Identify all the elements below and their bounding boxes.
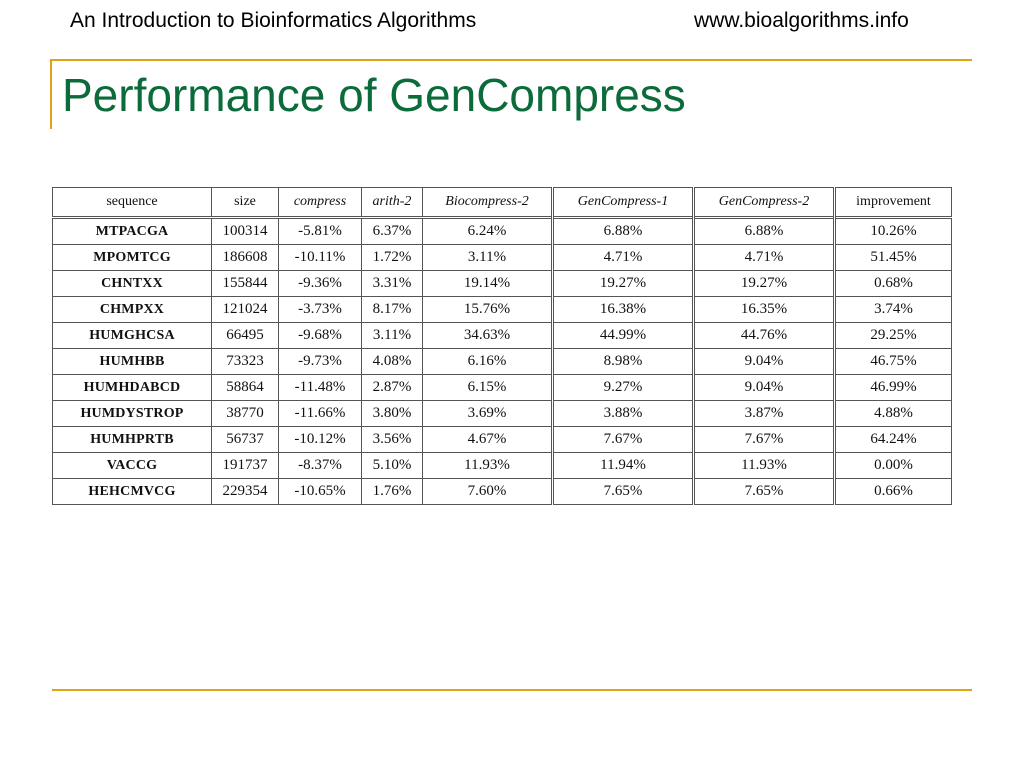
cell-sequence: HUMHBB bbox=[53, 349, 212, 375]
top-rule bbox=[52, 59, 972, 61]
cell-arith2: 4.08% bbox=[362, 349, 423, 375]
cell-size: 229354 bbox=[212, 479, 279, 505]
cell-improvement: 29.25% bbox=[835, 323, 952, 349]
cell-size: 186608 bbox=[212, 245, 279, 271]
table-row bbox=[53, 349, 952, 375]
col-header-biocompress2: Biocompress-2 bbox=[423, 188, 553, 218]
cell-size: 121024 bbox=[212, 297, 279, 323]
cell-gencompress1: 19.27% bbox=[553, 271, 694, 297]
cell-gencompress1: 44.99% bbox=[553, 323, 694, 349]
cell-arith2: 8.17% bbox=[362, 297, 423, 323]
col-header-size: size bbox=[212, 188, 279, 218]
cell-gencompress1: 8.98% bbox=[553, 349, 694, 375]
cell-gencompress2: 16.35% bbox=[694, 297, 835, 323]
cell-sequence: HUMDYSTROP bbox=[53, 401, 212, 427]
table-row bbox=[53, 401, 952, 427]
cell-gencompress2: 4.71% bbox=[694, 245, 835, 271]
cell-biocompress2: 6.16% bbox=[423, 349, 553, 375]
performance-table bbox=[52, 187, 952, 505]
cell-size: 66495 bbox=[212, 323, 279, 349]
cell-size: 38770 bbox=[212, 401, 279, 427]
col-header-gencompress2: GenCompress-2 bbox=[694, 188, 835, 218]
cell-gencompress2: 9.04% bbox=[694, 375, 835, 401]
cell-improvement: 0.68% bbox=[835, 271, 952, 297]
cell-size: 191737 bbox=[212, 453, 279, 479]
cell-improvement: 64.24% bbox=[835, 427, 952, 453]
cell-arith2: 3.31% bbox=[362, 271, 423, 297]
cell-improvement: 46.99% bbox=[835, 375, 952, 401]
cell-sequence: HUMHDABCD bbox=[53, 375, 212, 401]
table-row bbox=[53, 453, 952, 479]
cell-arith2: 1.72% bbox=[362, 245, 423, 271]
table-row bbox=[53, 479, 952, 505]
cell-size: 100314 bbox=[212, 218, 279, 245]
cell-sequence: HUMGHCSA bbox=[53, 323, 212, 349]
col-header-arith2: arith-2 bbox=[362, 188, 423, 218]
cell-biocompress2: 4.67% bbox=[423, 427, 553, 453]
cell-biocompress2: 3.11% bbox=[423, 245, 553, 271]
cell-compress: -9.68% bbox=[279, 323, 362, 349]
cell-arith2: 3.11% bbox=[362, 323, 423, 349]
cell-improvement: 51.45% bbox=[835, 245, 952, 271]
cell-compress: -10.11% bbox=[279, 245, 362, 271]
cell-size: 58864 bbox=[212, 375, 279, 401]
header-course-title: An Introduction to Bioinformatics Algorithms bbox=[70, 9, 477, 32]
cell-biocompress2: 3.69% bbox=[423, 401, 553, 427]
cell-improvement: 3.74% bbox=[835, 297, 952, 323]
col-header-gencompress1: GenCompress-1 bbox=[553, 188, 694, 218]
cell-size: 73323 bbox=[212, 349, 279, 375]
cell-improvement: 46.75% bbox=[835, 349, 952, 375]
cell-biocompress2: 34.63% bbox=[423, 323, 553, 349]
cell-improvement: 4.88% bbox=[835, 401, 952, 427]
cell-sequence: HUMHPRTB bbox=[53, 427, 212, 453]
cell-arith2: 2.87% bbox=[362, 375, 423, 401]
cell-sequence: CHMPXX bbox=[53, 297, 212, 323]
cell-sequence: VACCG bbox=[53, 453, 212, 479]
cell-gencompress1: 6.88% bbox=[553, 218, 694, 245]
cell-biocompress2: 19.14% bbox=[423, 271, 553, 297]
table-row bbox=[53, 297, 952, 323]
cell-improvement: 0.66% bbox=[835, 479, 952, 505]
cell-compress: -11.48% bbox=[279, 375, 362, 401]
table-row bbox=[53, 323, 952, 349]
cell-compress: -11.66% bbox=[279, 401, 362, 427]
cell-gencompress2: 6.88% bbox=[694, 218, 835, 245]
cell-arith2: 6.37% bbox=[362, 218, 423, 245]
bottom-rule bbox=[52, 689, 972, 691]
cell-gencompress1: 4.71% bbox=[553, 245, 694, 271]
cell-size: 56737 bbox=[212, 427, 279, 453]
cell-gencompress2: 7.65% bbox=[694, 479, 835, 505]
left-rule bbox=[50, 59, 52, 129]
cell-gencompress1: 3.88% bbox=[553, 401, 694, 427]
cell-biocompress2: 15.76% bbox=[423, 297, 553, 323]
col-header-improvement: improvement bbox=[835, 188, 952, 218]
cell-biocompress2: 11.93% bbox=[423, 453, 553, 479]
table-row bbox=[53, 427, 952, 453]
slide-title: Performance of GenCompress bbox=[62, 69, 686, 121]
cell-arith2: 5.10% bbox=[362, 453, 423, 479]
cell-sequence: MPOMTCG bbox=[53, 245, 212, 271]
cell-improvement: 10.26% bbox=[835, 218, 952, 245]
cell-biocompress2: 6.15% bbox=[423, 375, 553, 401]
cell-arith2: 3.80% bbox=[362, 401, 423, 427]
cell-compress: -8.37% bbox=[279, 453, 362, 479]
cell-gencompress2: 44.76% bbox=[694, 323, 835, 349]
cell-gencompress1: 9.27% bbox=[553, 375, 694, 401]
cell-sequence: MTPACGA bbox=[53, 218, 212, 245]
cell-gencompress2: 11.93% bbox=[694, 453, 835, 479]
cell-arith2: 1.76% bbox=[362, 479, 423, 505]
cell-sequence: CHNTXX bbox=[53, 271, 212, 297]
cell-compress: -3.73% bbox=[279, 297, 362, 323]
cell-biocompress2: 7.60% bbox=[423, 479, 553, 505]
cell-gencompress1: 11.94% bbox=[553, 453, 694, 479]
cell-biocompress2: 6.24% bbox=[423, 218, 553, 245]
col-header-compress: compress bbox=[279, 188, 362, 218]
table-row bbox=[53, 218, 952, 245]
cell-gencompress1: 16.38% bbox=[553, 297, 694, 323]
cell-gencompress1: 7.67% bbox=[553, 427, 694, 453]
table-row bbox=[53, 375, 952, 401]
cell-sequence: HEHCMVCG bbox=[53, 479, 212, 505]
cell-gencompress2: 9.04% bbox=[694, 349, 835, 375]
cell-compress: -9.36% bbox=[279, 271, 362, 297]
cell-gencompress2: 19.27% bbox=[694, 271, 835, 297]
cell-compress: -10.12% bbox=[279, 427, 362, 453]
cell-arith2: 3.56% bbox=[362, 427, 423, 453]
col-header-sequence: sequence bbox=[53, 188, 212, 218]
cell-gencompress2: 3.87% bbox=[694, 401, 835, 427]
cell-compress: -9.73% bbox=[279, 349, 362, 375]
cell-improvement: 0.00% bbox=[835, 453, 952, 479]
cell-compress: -10.65% bbox=[279, 479, 362, 505]
header-website: www.bioalgorithms.info bbox=[694, 9, 909, 32]
table-row bbox=[53, 245, 952, 271]
table-header-row bbox=[53, 188, 952, 218]
cell-gencompress2: 7.67% bbox=[694, 427, 835, 453]
cell-size: 155844 bbox=[212, 271, 279, 297]
cell-gencompress1: 7.65% bbox=[553, 479, 694, 505]
table-row bbox=[53, 271, 952, 297]
cell-compress: -5.81% bbox=[279, 218, 362, 245]
